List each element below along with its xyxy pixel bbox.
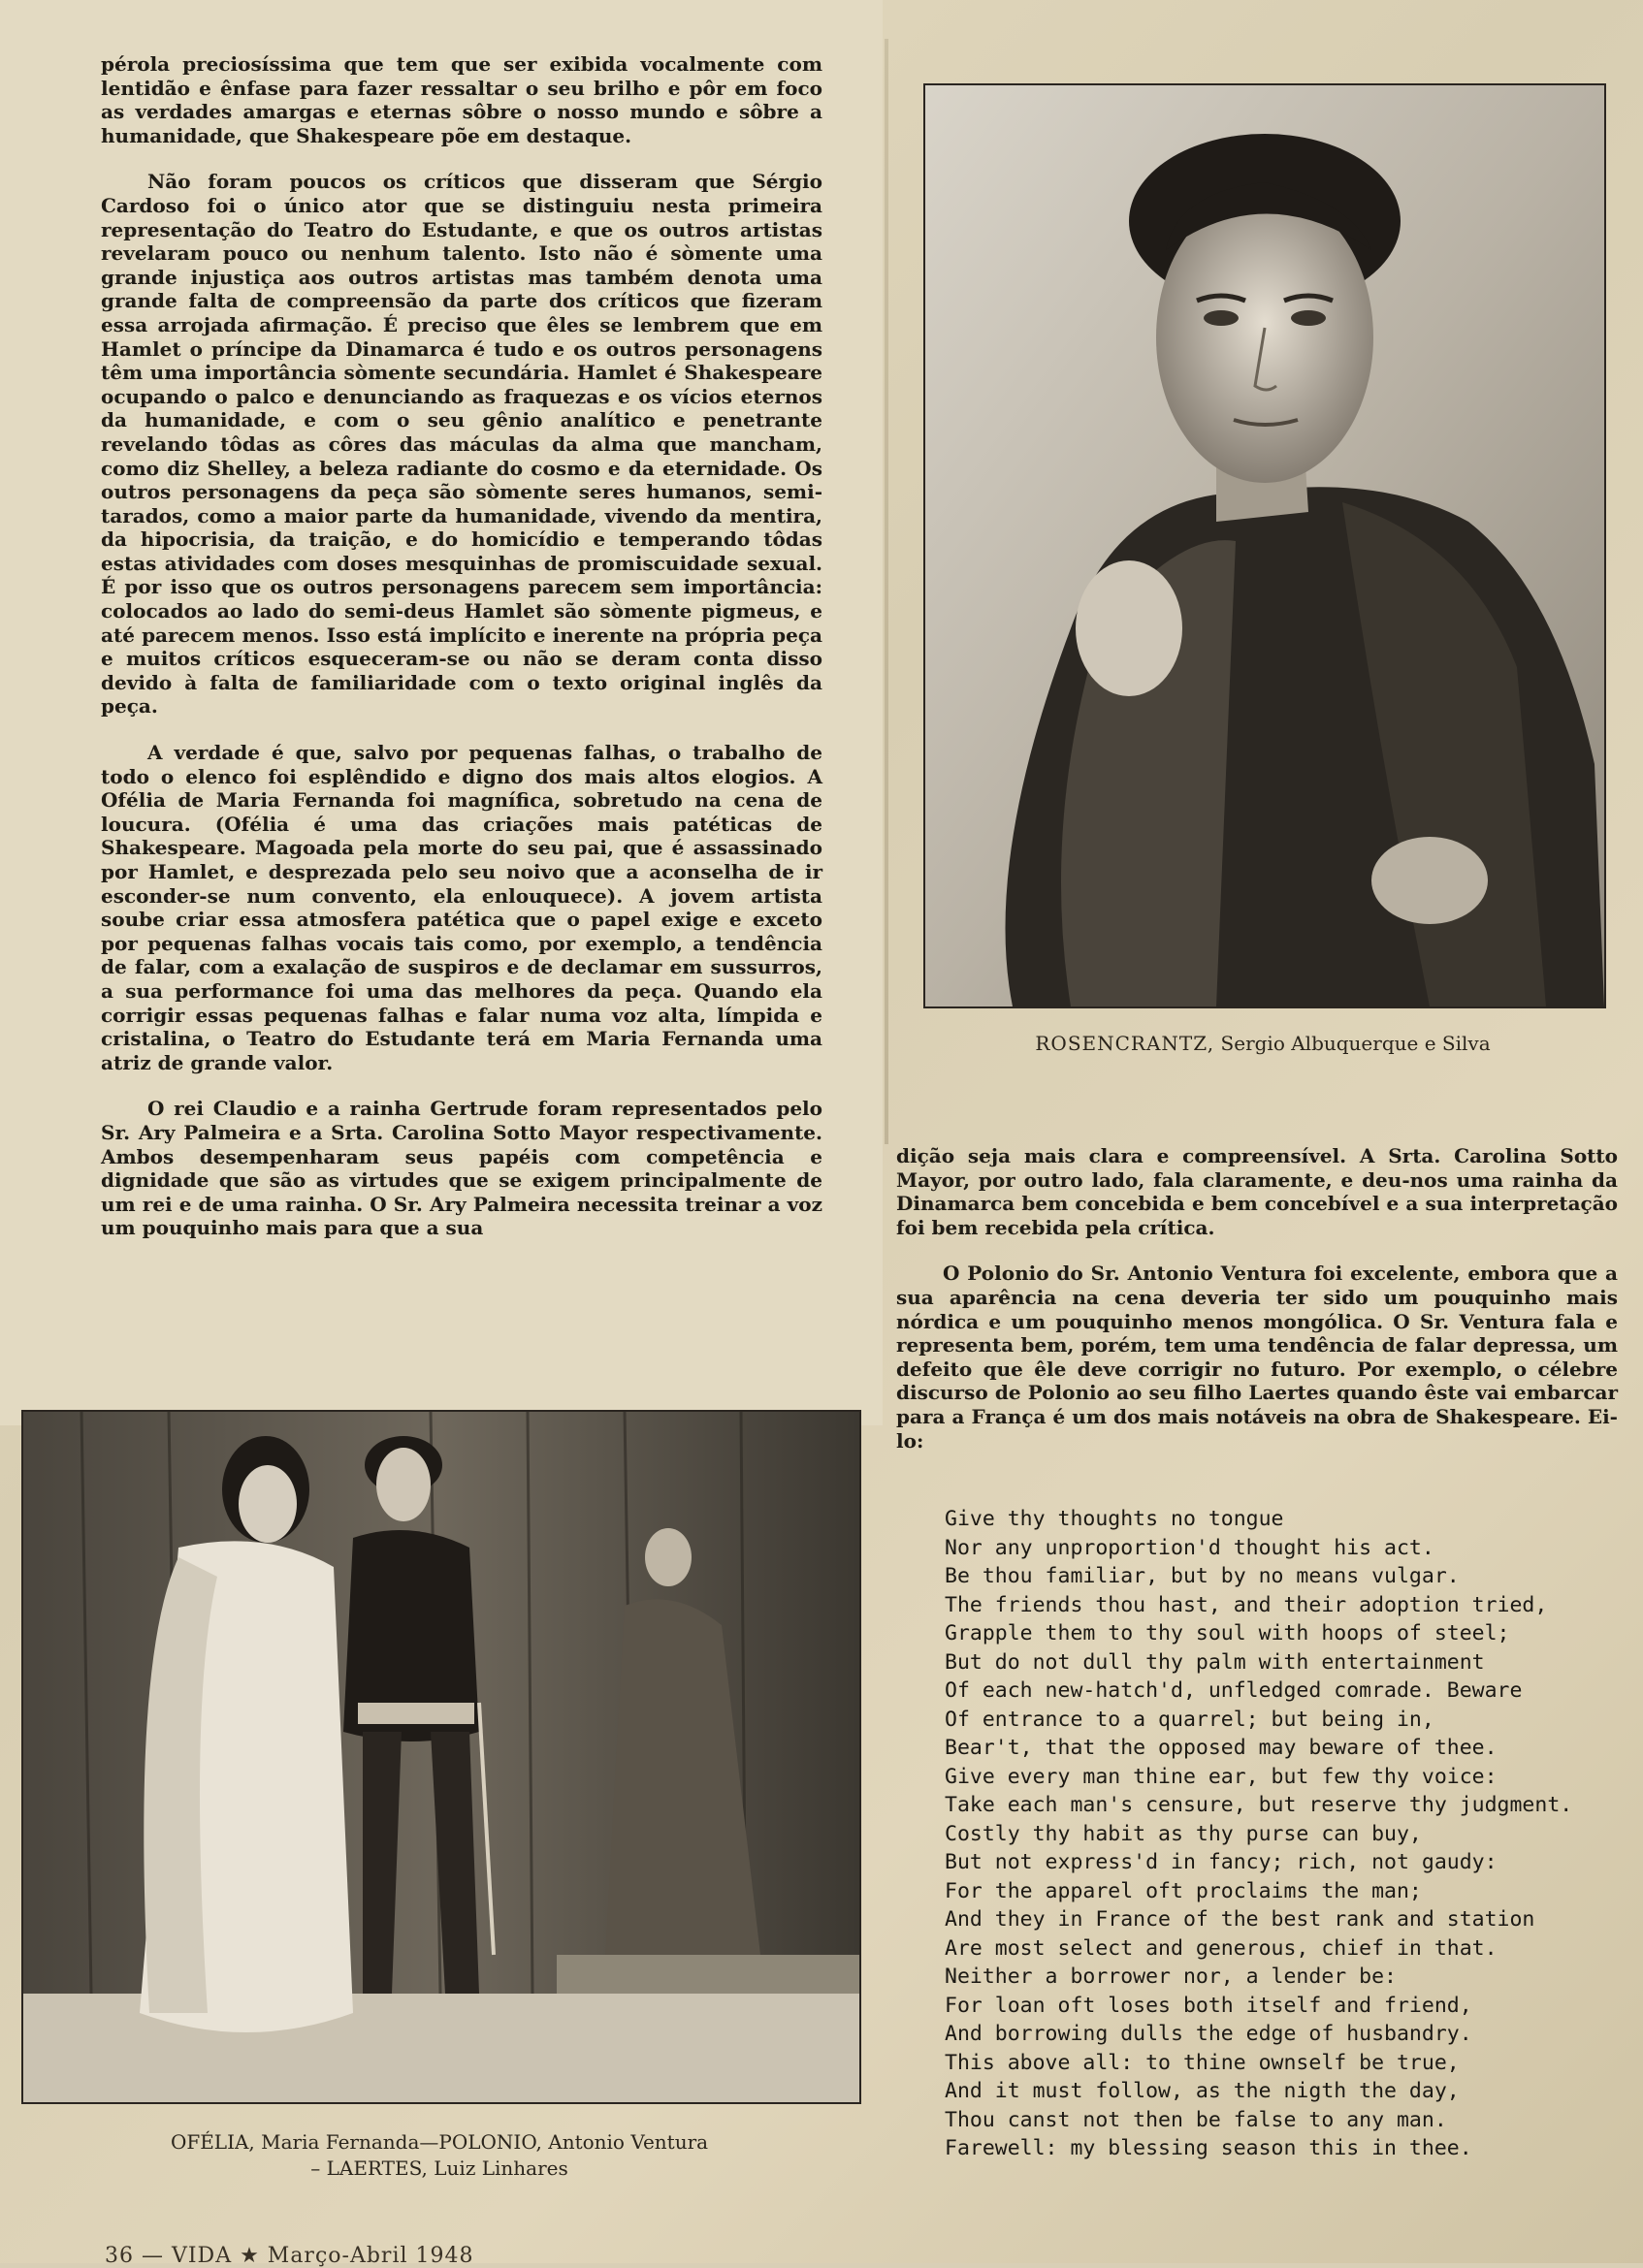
poem-line: Are most select and generous, chief in that. <box>945 1935 1498 1961</box>
poem-line: Costly thy habit as thy purse can buy, <box>945 1821 1422 1846</box>
paragraph-2: Não foram poucos os críticos que disseram que Sérgio Cardoso foi o único ator que se distinguiu nesta primeira representação do Teatro do Estudante, e que os outros artistas revelaram pouco ou nenhum talento. Isto não é sòmente uma grande injustiça aos outros artistas mas também denota uma grande falta de compreensão da parte dos críticos que fizeram essa arrojada afirmação. É preciso que êles se lembrem que em Hamlet o príncipe da Dinamarca é tudo e os outros personagens têm uma importância sòmente secundária. Hamlet é Shakespeare ocupando o palco e denunciando as fraquezas e os vícios eternos da humanidade, e com o seu gênio analítico e penetrante revelando tôdas as côres das máculas da alma que mancham, como diz Shelley, a beleza radiante do cosmo e da eternidade. Os outros personagens da peça são sòmente seres humanos, semi-tarados, como a maior parte da humanidade, vivendo da mentira, da hipocrisia, da traição, e do homicídio e temperando tôdas estas atividades com doses mesquinhas de promiscuidade sexual. É por isso que os outros personagens parecem sem importância: colocados ao lado do semi-deus Hamlet são sòmente pigmeus, e até parecem menos. Isso está implícito e inerente na própria peça e muitos críticos esqueceram-se ou não se deram conta disso devido à falta de familiaridade com o texto original inglês da peça. <box>101 170 822 719</box>
portrait-image <box>925 85 1604 1006</box>
page-footer: 36 — VIDA ★ Março-Abril 1948 <box>105 2244 474 2268</box>
poem-line: Of entrance to a quarrel; but being in, <box>945 1707 1434 1732</box>
rosencrantz-photo <box>923 83 1606 1008</box>
stage-scene-photo <box>21 1410 861 2104</box>
poem-line: For the apparel oft proclaims the man; <box>945 1878 1422 1903</box>
poem-line: Give every man thine ear, but few thy voice: <box>945 1764 1498 1789</box>
poem-line: And borrowing dulls the edge of husbandry. <box>945 2022 1472 2046</box>
stage-scene-caption <box>21 2129 857 2182</box>
polonius-speech <box>945 1505 1604 2163</box>
paragraph-1: pérola preciosíssima que tem que ser exibida vocalmente com lentidão e ênfase para fazer ressaltar o seu brilho e pôr em foco as verdades amargas e eternas sôbre o nosso mundo e sôbre a humanidade, que Shakespeare põe em destaque. <box>101 52 822 147</box>
caption-line-2: – LAERTES, Luiz Linhares <box>310 2156 568 2180</box>
poem-line: Grapple them to thy soul with hoops of steel; <box>945 1621 1510 1645</box>
poem-line: Give thy thoughts no tongue <box>945 1507 1284 1531</box>
stage-image <box>23 1412 859 2102</box>
poem-line: Neither a borrower nor, a lender be: <box>945 1965 1397 1989</box>
caption-line-1: OFÉLIA, Maria Fernanda—POLONIO, Antonio Ventura <box>170 2130 709 2154</box>
right-column-text <box>896 1144 1618 1475</box>
poem-line: Be thou familiar, but by no means vulgar. <box>945 1564 1460 1588</box>
poem-line: This above all: to thine ownself be true, <box>945 2050 1460 2075</box>
page-fold <box>885 39 888 1144</box>
left-column-text <box>101 52 822 1262</box>
poem-line: Nor any unproportion'd thought his act. <box>945 1535 1434 1560</box>
poem-line: Take each man's censure, but reserve thy judgment. <box>945 1793 1573 1817</box>
paragraph-6: O Polonio do Sr. Antonio Ventura foi excelente, embora que a sua aparência na cena deveria ter sido um pouquinho mais nórdica e um pouquinho menos mongólica. O Sr. Ventura fala e representa bem, porém, tem uma tendência de falar depressa, um defeito que êle deve corrigir no futuro. Por exemplo, o célebre discurso de Polonio ao seu filho Laertes quando êste vai embarcar para a França é um dos mais notáveis na obra de Shakespeare. Ei-lo: <box>896 1262 1618 1453</box>
paragraph-4: O rei Claudio e a rainha Gertrude foram representados pelo Sr. Ary Palmeira e a Srta. Carolina Sotto Mayor respectivamente. Ambos desempenharam seus papéis com competência e dignidade que são as virtudes que se exigem principalmente de um rei e de uma rainha. O Sr. Ary Palmeira necessita treinar a voz um pouquinho mais para que a sua <box>101 1097 822 1240</box>
poem-line: Bear't, that the opposed may beware of thee. <box>945 1736 1498 1760</box>
poem-line: And it must follow, as the nigth the day, <box>945 2079 1460 2103</box>
paragraph-5: dição seja mais clara e compreensível. A Srta. Carolina Sotto Mayor, por outro lado, fala claramente, e deu-nos uma rainha da Dinamarca bem concebida e bem concebível e a sua interpretação foi bem recebida pela crítica. <box>896 1144 1618 1239</box>
poem-line: For loan oft loses both itself and friend, <box>945 1993 1472 2018</box>
poem-line: But do not dull thy palm with entertainment <box>945 1649 1485 1675</box>
caption-actor: Sergio Albuquerque e Silva <box>1220 1032 1491 1055</box>
caption-role: ROSENCRANTZ, <box>1035 1032 1215 1055</box>
poem-line: But not express'd in fancy; rich, not gaudy: <box>945 1850 1498 1874</box>
poem-line: Farewell: my blessing season this in thee. <box>945 2136 1472 2160</box>
poem-line: Of each new-hatch'd, unfledged comrade. Beware <box>945 1678 1523 1703</box>
poem-line: And they in France of the best rank and station <box>945 1907 1535 1932</box>
poem-line: The friends thou hast, and their adoption tried, <box>945 1592 1548 1617</box>
poem-line: Thou canst not then be false to any man. <box>945 2107 1447 2132</box>
paragraph-3: A verdade é que, salvo por pequenas falhas, o trabalho de todo o elenco foi esplêndido e digno dos mais altos elogios. A Ofélia de Maria Fernanda foi magnífica, sobretudo na cena de loucura. (Ofélia é uma das criações mais patéticas de Shakespeare. Magoada pela morte do seu pai, que é assassinado por Hamlet, e desprezada pelo seu noivo que a aconselha de ir esconder-se num convento, ela enlouquece). A jovem artista soube criar essa atmosfera patética que o papel exige e exceto por pequenas falhas vocais tais como, por exemplo, a tendência de falar, com a exalação de suspiros e de declamar em sussurros, a sua performance foi uma das melhores da peça. Quando ela corrigir essas pequenas falhas e falar numa voz alta, límpida e cristalina, o Teatro do Estudante terá em Maria Fernanda uma atriz de grande valor. <box>101 741 822 1074</box>
rosencrantz-caption <box>923 1032 1602 1055</box>
